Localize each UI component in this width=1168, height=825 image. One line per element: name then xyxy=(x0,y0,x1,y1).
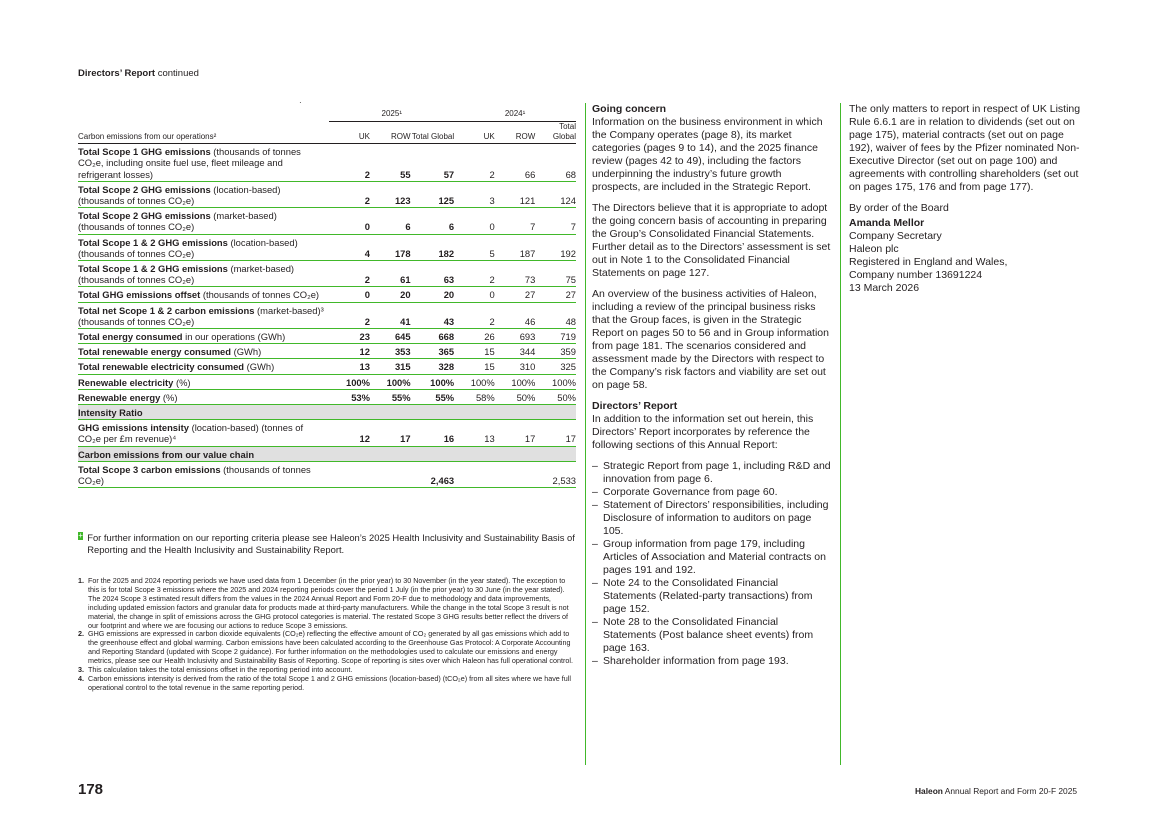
table-cell: 100% xyxy=(454,374,495,389)
table-cell: 12 xyxy=(329,344,370,359)
table-cell: 55% xyxy=(370,389,411,404)
row-label: GHG emissions intensity (location-based) (tonnes of CO₂e per £m revenue)⁴ xyxy=(78,420,329,446)
table-cell: 2 xyxy=(454,261,495,287)
table-row xyxy=(78,374,576,389)
table-row xyxy=(78,329,576,344)
row-label: Total Scope 2 GHG emissions (location-based) (thousands of tonnes CO₂e) xyxy=(78,181,329,207)
table-cell: 2 xyxy=(454,144,495,182)
table-cell: 0 xyxy=(454,208,495,234)
list-item: – Corporate Governance from page 60. xyxy=(592,486,832,499)
carbon-emissions-table xyxy=(78,108,579,488)
list-item: – Strategic Report from page 1, including R&D and innovation from page 6. xyxy=(592,460,832,486)
table-cell: 178 xyxy=(370,234,411,260)
col-total-2025: Total Global xyxy=(411,122,455,144)
table-cell: 359 xyxy=(535,344,576,359)
table-cell: 123 xyxy=(370,181,411,207)
table-cell: 15 xyxy=(454,359,495,374)
table-cell: 2 xyxy=(329,302,370,328)
row-label: Total Scope 1 & 2 GHG emissions (market-based) (thousands of tonnes CO₂e) xyxy=(78,261,329,287)
list-item: – Statement of Directors’ responsibilities, including Disclosure of information to auditors on page 105. xyxy=(592,499,832,538)
signatory-line: Registered in England and Wales, xyxy=(849,256,1008,268)
table-cell: 2,463 xyxy=(411,461,455,487)
paragraph: In addition to the information set out herein, this Directors’ Report incorporates by reference the following sections of this Annual Report: xyxy=(592,413,814,451)
table-cell xyxy=(495,461,536,487)
table-cell: 48 xyxy=(535,302,576,328)
footer-title: Haleon Annual Report and Form 20-F 2025 xyxy=(915,786,1078,796)
row-label: Total net Scope 1 & 2 carbon emissions (market-based)³ (thousands of tonnes CO₂e) xyxy=(78,302,329,328)
table-cell: 58% xyxy=(454,389,495,404)
table-cell: 7 xyxy=(495,208,536,234)
table-row xyxy=(78,344,576,359)
signatory-line: Haleon plc xyxy=(849,243,899,255)
table-cell: 55 xyxy=(370,144,411,182)
table-cell: 63 xyxy=(411,261,455,287)
paragraph: The Directors believe that it is appropriate to adopt the going concern basis of accounting in preparing the Group’s Consolidated Financial Statements. Further detail as to the Directors’ assessment is set out in Note 1 to the Consolidated Financial Statements on page 127. xyxy=(592,202,831,279)
table-cell: 57 xyxy=(411,144,455,182)
table-cell: 20 xyxy=(370,287,411,302)
table-cell: 719 xyxy=(535,329,576,344)
table-cell: 0 xyxy=(329,208,370,234)
directors-report-title: Directors’ Report xyxy=(592,400,678,412)
table-cell: 50% xyxy=(535,389,576,404)
right-column xyxy=(849,103,1089,295)
table-cell: 124 xyxy=(535,181,576,207)
table-cell: 41 xyxy=(370,302,411,328)
table-row xyxy=(78,144,576,182)
table-cell: 17 xyxy=(535,420,576,446)
table-cell: 43 xyxy=(411,302,455,328)
table-cell: 2 xyxy=(329,144,370,182)
table-cell: 100% xyxy=(329,374,370,389)
table-cell: 0 xyxy=(454,287,495,302)
table-cell: 12 xyxy=(329,420,370,446)
col-uk-2025: UK xyxy=(329,122,370,144)
list-item: – Group information from page 179, including Articles of Association and Material contracts on pages 191 and 192. xyxy=(592,538,832,577)
footnote: 4. Carbon emissions intensity is derived from the ratio of the total Scope 1 and 2 GHG emissions (location-based) (tCO₂e) from all sites where we have full operational control to the total revenue in the same reporting period. xyxy=(78,673,571,692)
row-label: Total renewable electricity consumed (GWh) xyxy=(78,359,329,374)
table-cell: 23 xyxy=(329,329,370,344)
table-cell: 61 xyxy=(370,261,411,287)
table-cell: 20 xyxy=(411,287,455,302)
table-cell: 100% xyxy=(370,374,411,389)
table-cell: 100% xyxy=(535,374,576,389)
table-row xyxy=(78,234,576,260)
table-cell: 4 xyxy=(329,234,370,260)
row-label: Total Scope 3 carbon emissions (thousands of tonnes CO₂e) xyxy=(78,461,329,487)
table-cell: 13 xyxy=(329,359,370,374)
signatory-name: Amanda Mellor xyxy=(849,217,925,229)
table-cell: 15 xyxy=(454,344,495,359)
info-note-text: For further information on our reporting criteria please see Haleon’s 2025 Health Inclusivity and Sustainability Basis of Reporting and the Health Inclusivity and Sustainability Report. xyxy=(87,532,575,555)
incorporated-sections-list xyxy=(592,460,832,668)
row-label: Total Scope 1 & 2 GHG emissions (location-based) (thousands of tonnes CO₂e) xyxy=(78,234,329,260)
table-cell: 187 xyxy=(495,234,536,260)
table-row xyxy=(78,287,576,302)
row-label: Total Scope 2 GHG emissions (market-based) (thousands of tonnes CO₂e) xyxy=(78,208,329,234)
col-row-2025: ROW xyxy=(370,122,411,144)
table-row xyxy=(78,208,576,234)
table-cell: 17 xyxy=(370,420,411,446)
table-cell: 182 xyxy=(411,234,455,260)
middle-column xyxy=(592,103,832,668)
table-cell: 16 xyxy=(411,420,455,446)
table-cell: 668 xyxy=(411,329,455,344)
table-cell: 315 xyxy=(370,359,411,374)
table-cell: 6 xyxy=(370,208,411,234)
column-divider xyxy=(585,103,586,765)
footnote: 1. For the 2025 and 2024 reporting periods we have used data from 1 December (in the prior year) to 30 November (in the year stated). The exception to this is for total Scope 3 emissions where the 2025 and 2024 reporting periods cover the period 1 July (in the prior year) to 30 June (in the year stated). The 2024 Scope 3 estimated result differs from the values in the 2024 Annual Report and Form 20-F due to methodology and data improvements, including updated emission factors and granular data for products made at third-party manufacturers. While the change in the total Scope 3 result is not material, the change in split of emissions across the GHG protocol categories is material. The restated Scope 3 GHG results better reflect the drivers of our footprint and where we are focusing our actions to reduce Scope 3 emissions. xyxy=(78,576,569,630)
list-item: – Shareholder information from page 193. xyxy=(592,655,832,668)
table-cell: 2,533 xyxy=(535,461,576,487)
table-cell: 7 xyxy=(535,208,576,234)
year-2025-header: 2025¹ xyxy=(329,108,454,122)
table-cell: 73 xyxy=(495,261,536,287)
signatory-line: Company number 13691224 xyxy=(849,269,983,281)
table-cell: 53% xyxy=(329,389,370,404)
row-label: Renewable energy (%) xyxy=(78,389,329,404)
paragraph: An overview of the business activities of Haleon, including a review of the principal business risks that the Group faces, is given in the Strategic Report on pages 50 to 56 and in Group information from page 181. The scenarios considered and assessment made by the Directors with respect to the Company’s risk factors and viability are set out on page 58. xyxy=(592,288,829,391)
page-number: 178 xyxy=(78,781,104,798)
table-cell: 2 xyxy=(329,181,370,207)
going-concern-title: Going concern xyxy=(592,103,667,115)
table-cell: 66 xyxy=(495,144,536,182)
table-cell xyxy=(329,461,370,487)
info-note xyxy=(78,532,576,556)
table-cell xyxy=(370,461,411,487)
stray-dot: · xyxy=(299,98,302,107)
section-intensity-ratio: Intensity Ratio xyxy=(78,405,576,420)
footnotes xyxy=(78,577,576,693)
table-cell: 645 xyxy=(370,329,411,344)
table-column-label: Carbon emissions from our operations² xyxy=(78,122,329,144)
table-cell: 6 xyxy=(411,208,455,234)
row-label: Total renewable energy consumed (GWh) xyxy=(78,344,329,359)
col-row-2024: ROW xyxy=(495,122,536,144)
table-cell: 26 xyxy=(454,329,495,344)
row-label: Total energy consumed in our operations (GWh) xyxy=(78,329,329,344)
list-item: – Note 24 to the Consolidated Financial Statements (Related-party transactions) from page 152. xyxy=(592,577,832,616)
table-row xyxy=(78,261,576,287)
footnote: 2. GHG emissions are expressed in carbon dioxide equivalents (CO₂e) reflecting the effective amount of CO₂ generated by all gas emissions which add to the greenhouse effect and global warming. Carbon emissions have been calculated according to the Greenhouse Gas Protocol: A Corporate Accounting and Reporting Standard (updated with Scope 2 guidance). For further information on the methodologies used to calculate our emissions and energy metrics, please see our Health Inclusivity and Sustainability Basis of Reporting. Scope of reporting is sites over which Haleon has full operational control. xyxy=(78,629,574,666)
table-cell: 55% xyxy=(411,389,455,404)
section-header: Directors’ Report continued xyxy=(78,68,199,79)
table-cell: 100% xyxy=(495,374,536,389)
table-cell: 353 xyxy=(370,344,411,359)
table-cell: 365 xyxy=(411,344,455,359)
table-cell: 0 xyxy=(329,287,370,302)
table-cell: 192 xyxy=(535,234,576,260)
table-cell: 5 xyxy=(454,234,495,260)
table-cell: 2 xyxy=(329,261,370,287)
table-row xyxy=(78,302,576,328)
footnote: 3. This calculation takes the total emissions offset in the reporting period into account. xyxy=(78,665,353,675)
table-cell: 13 xyxy=(454,420,495,446)
table-cell: 325 xyxy=(535,359,576,374)
table-row xyxy=(78,181,576,207)
table-cell: 17 xyxy=(495,420,536,446)
plus-icon: + xyxy=(78,531,83,540)
table-cell: 2 xyxy=(454,302,495,328)
table-cell: 344 xyxy=(495,344,536,359)
table-row xyxy=(78,461,576,487)
table-cell: 125 xyxy=(411,181,455,207)
signatory-details xyxy=(849,230,1089,295)
row-label: Total Scope 1 GHG emissions (thousands of tonnes CO₂e, including onsite fuel use, fleet mileage and refrigerant losses) xyxy=(78,144,329,182)
signatory-line: Company Secretary xyxy=(849,230,942,242)
table-row xyxy=(78,420,576,446)
table-cell: 310 xyxy=(495,359,536,374)
table-cell: 3 xyxy=(454,181,495,207)
signatory-line: 13 March 2026 xyxy=(849,282,920,294)
paragraph: Information on the business environment in which the Company operates (page 8), its market categories (pages 9 to 14), and the 2025 finance review (pages 42 to 49), including the factors underpinning the industry’s future growth prospects, are included in the Strategic Report. xyxy=(592,116,823,193)
table-cell xyxy=(454,461,495,487)
table-cell: 75 xyxy=(535,261,576,287)
list-item: – Note 28 to the Consolidated Financial Statements (Post balance sheet events) from page 163. xyxy=(592,616,832,655)
paragraph: By order of the Board xyxy=(849,202,949,214)
table-cell: 100% xyxy=(411,374,455,389)
col-total-2024: Total Global xyxy=(535,122,576,144)
paragraph: The only matters to report in respect of UK Listing Rule 6.6.1 are in relation to dividends (set out on page 175), material contracts (set out on page 192), waiver of fees by the Pfizer nominated Non-Executive Director (set out on page 100) and agreements with controlling shareholders (set out on pages 175, 176 and from page 177). xyxy=(849,103,1081,193)
table-row xyxy=(78,359,576,374)
row-label: Total GHG emissions offset (thousands of tonnes CO₂e) xyxy=(78,287,329,302)
section-value-chain: Carbon emissions from our value chain xyxy=(78,446,576,461)
table-row xyxy=(78,389,576,404)
table-cell: 27 xyxy=(535,287,576,302)
row-label: Renewable electricity (%) xyxy=(78,374,329,389)
table-cell: 693 xyxy=(495,329,536,344)
table-cell: 27 xyxy=(495,287,536,302)
col-uk-2024: UK xyxy=(454,122,495,144)
table-cell: 50% xyxy=(495,389,536,404)
column-divider xyxy=(840,103,841,765)
table-cell: 46 xyxy=(495,302,536,328)
table-cell: 328 xyxy=(411,359,455,374)
year-2024-header: 2024¹ xyxy=(454,108,576,122)
table-cell: 68 xyxy=(535,144,576,182)
table-cell: 121 xyxy=(495,181,536,207)
